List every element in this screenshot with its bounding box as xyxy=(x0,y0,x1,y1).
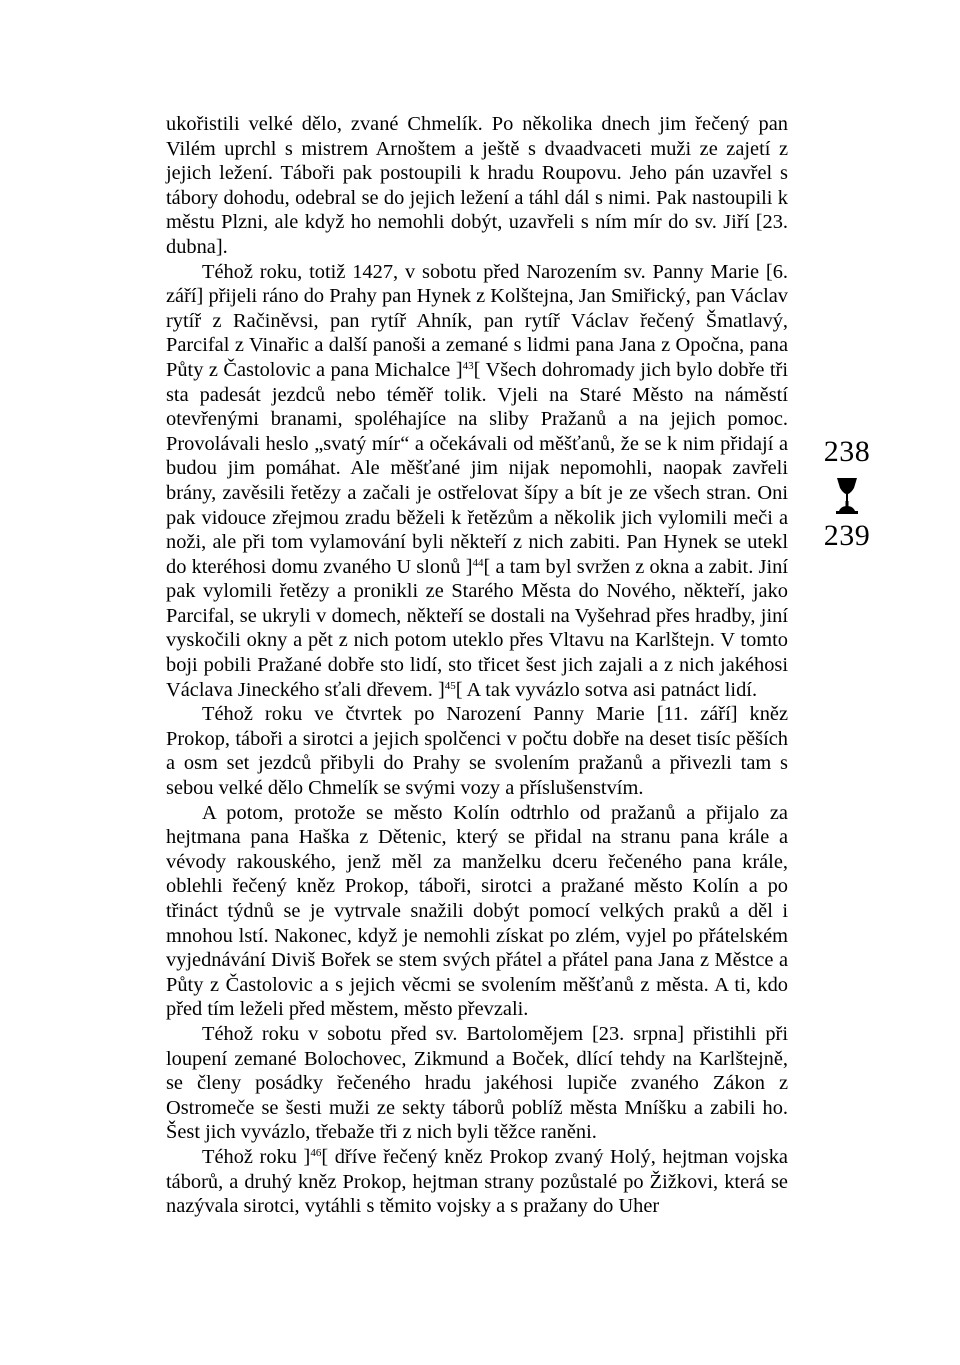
paragraph xyxy=(166,1145,788,1219)
page-break-marker: ]$^{46}$[ xyxy=(303,1145,329,1168)
chalice-icon xyxy=(834,475,860,515)
page-break-marker: ]$^{43}$[ xyxy=(455,358,481,381)
text-segment: A tak vyvázlo sotva asi patnáct lidí. xyxy=(462,678,758,701)
body-text xyxy=(166,112,788,1219)
page-break-marker: ]$^{45}$[ xyxy=(437,678,463,701)
text-segment: Téhož roku ve čtvrtek po Narození Panny Marie [11. září] kněz Prokop, táboři a sirotci a jejich spolčenci v počtu dobře na deset tisíc pěších a osm set jezdců přibyli do Prahy se svolením pražanů a přivezli tam s sebou velké dělo Chmelík se svými vozy a příslušenstvím. xyxy=(166,703,788,800)
page-number-top: 238 xyxy=(823,435,871,468)
page-break-number: 45 xyxy=(444,679,456,692)
paragraph xyxy=(166,801,788,1022)
margin-page-numbers xyxy=(812,437,882,551)
paragraph xyxy=(166,260,788,703)
paragraph xyxy=(166,112,788,260)
paragraph xyxy=(166,1022,788,1145)
text-segment: a tam byl svržen z okna a zabit. Jiní pak vylomili řetězy a pronikli ze Starého Města do Nového, někteří, jako Parcifal, se ukryli v domech, někteří se dostali na Vyšehrad přes hradby, jiní vyskočili okny a pět z nich potom uteklo přes Vltavu na Karlštejn. V tomto boji pobili Pražané dobře sto lidí, sto třicet šest jich zajali a z nich jakéhosi Václava Jineckého sťali dřevem. xyxy=(166,555,788,701)
text-segment: ukořistili velké dělo, zvané Chmelík. Po několika dnech jim řečený pan Vilém uprchl s mistrem Arnoštem a ještě s dvaadvaceti muži ze zajetí z jejich ležení. Táboři pak postoupili k hradu Roupovu. Jeho pán uzavřel s tábory dohodu, odebral se do jejich ležení a táhl dál s nimi. Pak nastoupili k městu Plzni, ale když ho nemohli dobýt, uzavřeli s ním mír do sv. Jiří [23. dubna]. xyxy=(166,113,788,258)
text-segment: Téhož roku xyxy=(202,1145,304,1168)
text-segment: Téhož roku v sobotu před sv. Bartolomějem [23. srpna] přistihli při loupení zemané Bolochovec, Zikmund a Boček, dlící tehdy na Karlštejně, se členy posádky řečeného hradu jakéhosi lupiče zvaného Zákon z Ostromeče se šesti muži ze sekty táborů poblíž města Mníšku a zabili ho. Šest jich vyvázlo, třebaže tři z nich byli těžce raněni. xyxy=(166,1022,788,1144)
page-number-bottom: 239 xyxy=(823,519,871,552)
text-segment: Téhož roku, totiž 1427, v sobotu před Narozením sv. Panny Marie [6. září] přijeli ráno do Prahy pan Hynek z Kolštejna, Jan Smiřický, pan Václav rytíř z Račiněvsi, pan rytíř Ahník, pan rytíř Václav řečený Šmatlavý, Parcifal z Vinařic a další panoši a zemané s lidmi pana Jana z Opočna, pana Půty z Častolovic a pana Michalce xyxy=(166,260,788,381)
text-segment: dříve řečený kněz Prokop zvaný Holý, hejtman vojska táborů, a druhý kněz Prokop, hejtman strany pozůstalé po Žižkovi, která se nazývala sirotci, vytáhli s těmito vojsky a s pražany do Uher xyxy=(166,1145,788,1218)
paragraph xyxy=(166,702,788,800)
page-break-number: 43 xyxy=(462,359,474,372)
text-segment: Všech dohromady jich bylo dobře tři sta padesát jezdců nebo téměř tolik. Vjeli na Staré Město na náměstí otevřenými branami, spoléhajíce na sliby Pražanů a na jejich pomoc. Provolávali heslo „svatý mír“ a očekávali od měšťanů, že se k nim přidají a budou jim pomáhat. Ale měšťané jim nijak nepomohli, naopak zavřeli brány, zavěsili řetězy a začali je ostřelovat šípy a bít je ze všech stran. Oni pak vidouce zřejmou zradu běželi k řetězům a několik jich vylomili meči a noži, ale při tom vylamování byli někteří z nich zabiti. Pan Hynek se utekl do kteréhosi domu zvaného U slonů xyxy=(166,358,789,578)
page-break-number: 44 xyxy=(472,556,484,569)
page-break-marker: ]$^{44}$[ xyxy=(465,555,491,578)
text-segment: A potom, protože se město Kolín odtrhlo od pražanů a přijalo za hejtmana pana Haška z Dětenic, který se přidal na stranu pana krále a vévody rakouského, jenž měl za manželku dceru řečeného pana krále, oblehli řečený kněz Prokop, táboři, sirotci a pražané město Kolín a po třináct týdnů se je vytrvale snažili dobýt pomocí velkých praků a děl i mnohou lstí. Nakonec, když je nemohli získat po zlém, vyjel po přátelském vyjednávání Diviš Bořek se stem svých přátel a přátel pana Jana z Městce a Půty z Častolovic a s jejich věcmi se svolením měšťanů z města. A ti, kdo před tím leželi před městem, město převzali. xyxy=(166,801,788,1021)
page-break-number: 46 xyxy=(310,1146,322,1159)
